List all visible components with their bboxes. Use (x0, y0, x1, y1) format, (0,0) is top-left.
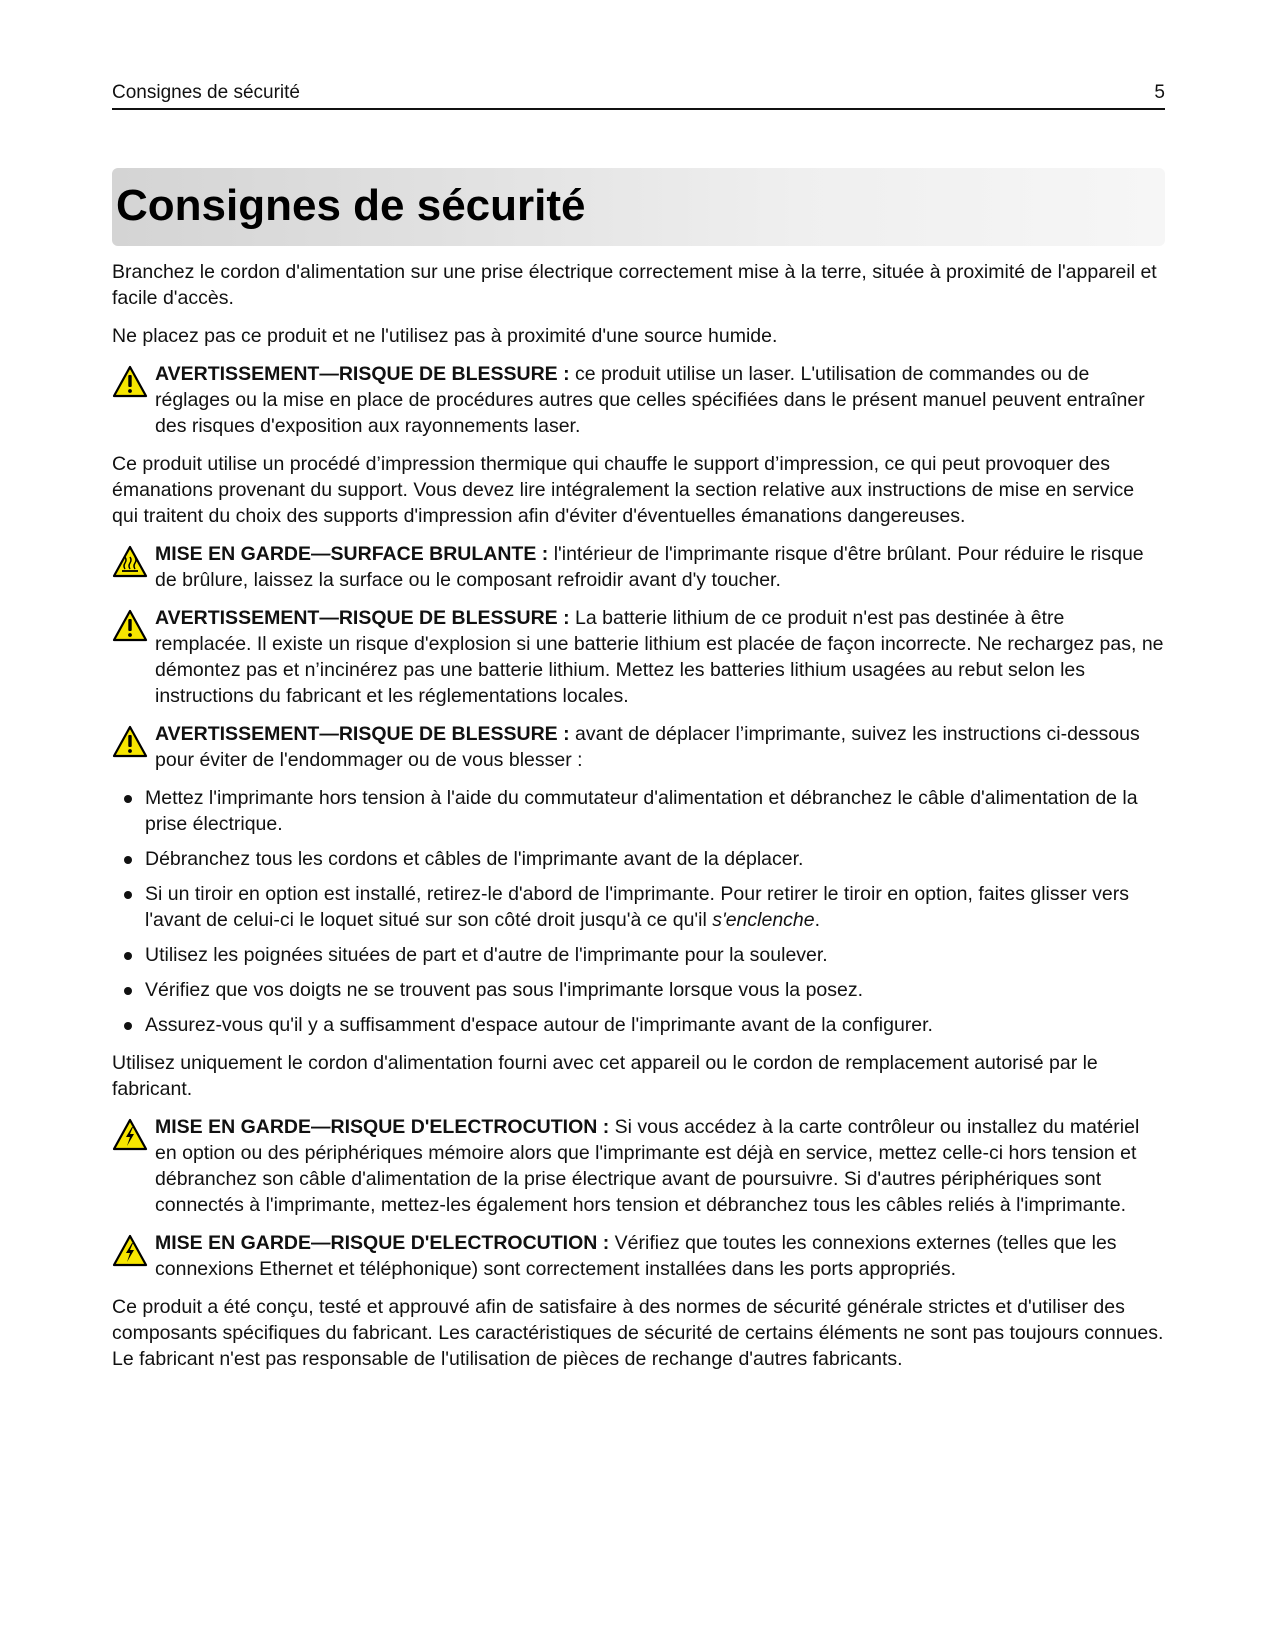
title-banner (112, 168, 1165, 246)
safety-note (112, 1114, 1165, 1218)
list-item (112, 881, 1165, 933)
page-number: 5 (1154, 82, 1165, 103)
warning-icon (112, 725, 148, 759)
safety-note (112, 541, 1165, 593)
document-body (112, 259, 1165, 1384)
safety-note (112, 361, 1165, 439)
note-text: avant de déplacer l’imprimante, suivez les instructions ci-dessous pour éviter de l'endommager ou de vous blesser : (155, 723, 1140, 771)
list-item: Utilisez les poignées situées de part et d'autre de l'imprimante pour la soulever. (112, 942, 1165, 968)
safety-note (112, 605, 1165, 709)
safety-note (112, 1230, 1165, 1282)
hot-surface-icon (112, 545, 148, 579)
list-item-emphasis: s'enclenche (712, 909, 815, 931)
note-label: AVERTISSEMENT—RISQUE DE BLESSURE : (155, 363, 570, 385)
electrical-shock-icon (112, 1234, 148, 1268)
note-label: AVERTISSEMENT—RISQUE DE BLESSURE : (155, 723, 570, 745)
electrical-shock-icon (112, 1118, 148, 1152)
list-item: Vérifiez que vos doigts ne se trouvent pas sous l'imprimante lorsque vous la posez. (112, 977, 1165, 1003)
note-text: Vérifiez que toutes les connexions externes (telles que les connexions Ethernet et téléphonique) sont correctement installées dans les ports appropriés. (155, 1232, 1117, 1280)
list-item: Assurez-vous qu'il y a suffisamment d'espace autour de l'imprimante avant de la configurer. (112, 1012, 1165, 1038)
note-label: MISE EN GARDE—RISQUE D'ELECTROCUTION : (155, 1232, 610, 1254)
safety-note (112, 721, 1165, 773)
list-item-text: Si un tiroir en option est installé, retirez-le d'abord de l'imprimante. Pour retirer le tiroir en option, faites glisser vers l'avant de celui-ci le loquet situé sur son côté droit jusqu'à ce qu'il (145, 883, 1129, 931)
note-label: MISE EN GARDE—SURFACE BRULANTE : (155, 543, 549, 565)
warning-icon (112, 365, 148, 399)
running-header (112, 80, 1165, 110)
note-text: ce produit utilise un laser. L'utilisation de commandes ou de réglages ou la mise en place de procédures autres que celles spécifiées dans le présent manuel peuvent entraîner des risques d'exposition aux rayonnements laser. (155, 363, 1145, 437)
note-label: AVERTISSEMENT—RISQUE DE BLESSURE : (155, 607, 570, 629)
paragraph: Ne placez pas ce produit et ne l'utilisez pas à proximité d'une source humide. (112, 325, 778, 347)
warning-icon (112, 609, 148, 643)
paragraph: Branchez le cordon d'alimentation sur une prise électrique correctement mise à la terre, située à proximité de l'appareil et facile d'accès. (112, 261, 1157, 309)
paragraph: Utilisez uniquement le cordon d'alimentation fourni avec cet appareil ou le cordon de remplacement autorisé par le fabricant. (112, 1052, 1098, 1100)
list-item: Mettez l'imprimante hors tension à l'aide du commutateur d'alimentation et débranchez le câble d'alimentation de la prise électrique. (112, 785, 1165, 837)
bullet-list (112, 785, 1165, 1038)
list-item-end: . (814, 909, 821, 931)
paragraph: Ce produit utilise un procédé d’impression thermique qui chauffe le support d’impression, ce qui peut provoquer des émanations provenant du support. Vous devez lire intégralement la section relative aux instructions de mise en service qui traitent du choix des supports d'impression afin d'éviter d'éventuelles émanations dangereuses. (112, 453, 1135, 527)
note-text: La batterie lithium de ce produit n'est pas destinée à être remplacée. Il existe un risque d'explosion si une batterie lithium est placée de façon incorrecte. Ne rechargez pas, ne démontez pas et n’incinérez pas une batterie lithium. Mettez les batteries lithium usagées au rebut selon les instructions du fabricant et les réglementations locales. (155, 607, 1164, 707)
paragraph: Ce produit a été conçu, testé et approuvé afin de satisfaire à des normes de sécurité générale strictes et d'utiliser des composants spécifiques du fabricant. Les caractéristiques de sécurité de certains éléments ne sont pas toujours connues. Le fabricant n'est pas responsable de l'utilisation de pièces de rechange d'autres fabricants. (112, 1296, 1164, 1370)
note-label: MISE EN GARDE—RISQUE D'ELECTROCUTION : (155, 1116, 610, 1138)
note-text: l'intérieur de l'imprimante risque d'être brûlant. Pour réduire le risque de brûlure, laissez la surface ou le composant refroidir avant d'y toucher. (155, 543, 1144, 591)
header-section-title: Consignes de sécurité (112, 82, 300, 103)
page-title: Consignes de sécurité (116, 181, 586, 230)
list-item: Débranchez tous les cordons et câbles de l'imprimante avant de la déplacer. (112, 846, 1165, 872)
note-text: Si vous accédez à la carte contrôleur ou installez du matériel en option ou des périphériques mémoire alors que l'imprimante est déjà en service, mettez celle-ci hors tension et débranchez son câble d'alimentation de la prise électrique avant de poursuivre. Si d'autres périphériques sont connectés à l'imprimante, mettez-les également hors tension et débranchez tous les câbles reliés à l'imprimante. (155, 1116, 1140, 1216)
